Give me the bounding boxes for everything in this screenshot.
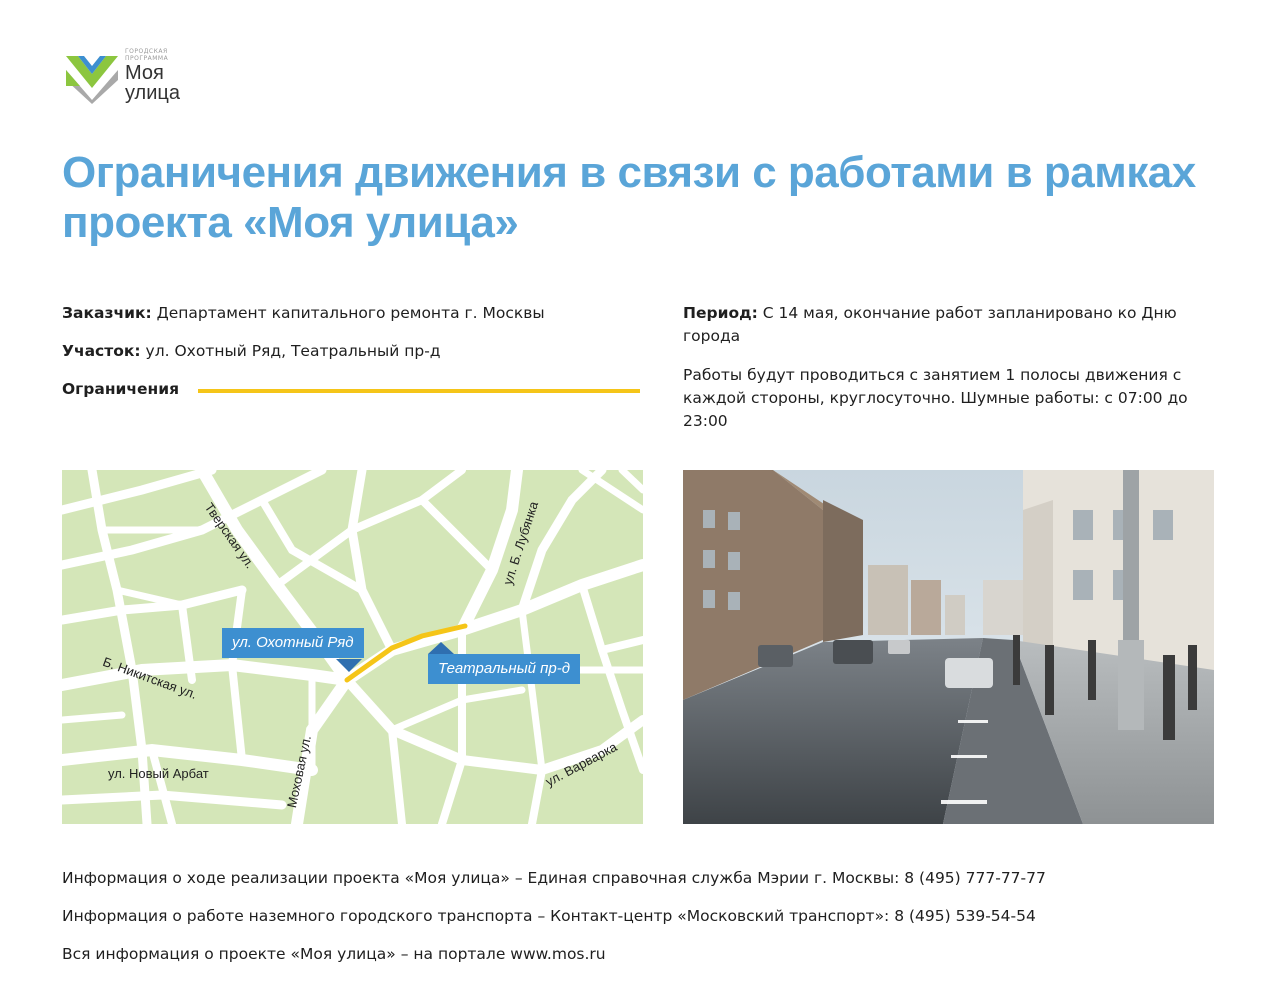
page-title: Ограничения движения в связи с работами в рамках проекта «Моя улица» (62, 148, 1196, 247)
footer-info-line-3: Вся информация о проекте «Моя улица» – на портале www.mos.ru (62, 945, 606, 963)
period-row (683, 302, 1213, 348)
street-label-nikitskaya: Б. Никитская ул. (100, 654, 199, 702)
section-value: ул. Охотный Ряд, Театральный пр-д (140, 342, 441, 360)
customer-row (62, 302, 545, 325)
customer-label: Заказчик: (62, 304, 152, 322)
period-value: С 14 мая, окончание работ запланировано ко Дню города (683, 304, 1177, 345)
logo-mark-icon (62, 52, 122, 104)
street-label-arbat: ул. Новый Арбат (108, 766, 209, 781)
callout-okhotny-ryad: ул. Охотный Ряд (222, 628, 364, 658)
street-rendering-illustration (683, 470, 1214, 824)
restrictions-legend-line (198, 389, 640, 393)
street-rendering-image (683, 470, 1214, 824)
section-row (62, 340, 441, 363)
restrictions-label: Ограничения (62, 380, 180, 398)
callout-teatralny: Театральный пр-д (428, 654, 580, 684)
street-label-tverskaya: Тверская ул. (201, 500, 258, 572)
footer-info-line-1: Информация о ходе реализации проекта «Моя улица» – Единая справочная служба Мэрии г. Москвы: 8 (495) 777-77-77 (62, 869, 1046, 887)
customer-value: Департамент капитального ремонта г. Москвы (151, 304, 545, 322)
works-description: Работы будут проводиться с занятием 1 полосы движения с каждой стороны, круглосуточно. Шумные работы: с 07:00 до 23:00 (683, 366, 1188, 430)
street-label-lubyanka: ул. Б. Лубянка (500, 499, 542, 587)
street-map (62, 470, 643, 824)
footer-info-line-2: Информация о работе наземного городского транспорта – Контакт-центр «Московский транспорт»: 8 (495) 539-54-54 (62, 907, 1036, 925)
logo-caption: ГОРОДСКАЯ ПРОГРАММА (125, 48, 169, 62)
section-label: Участок: (62, 342, 141, 360)
street-label-mokhovaya: Моховая ул. (284, 733, 314, 810)
logo-name: Моя улица (125, 62, 180, 104)
street-label-varvarka: ул. Варварка (543, 739, 620, 790)
moya-ulitsa-logo (62, 48, 222, 108)
period-label: Период: (683, 304, 758, 322)
